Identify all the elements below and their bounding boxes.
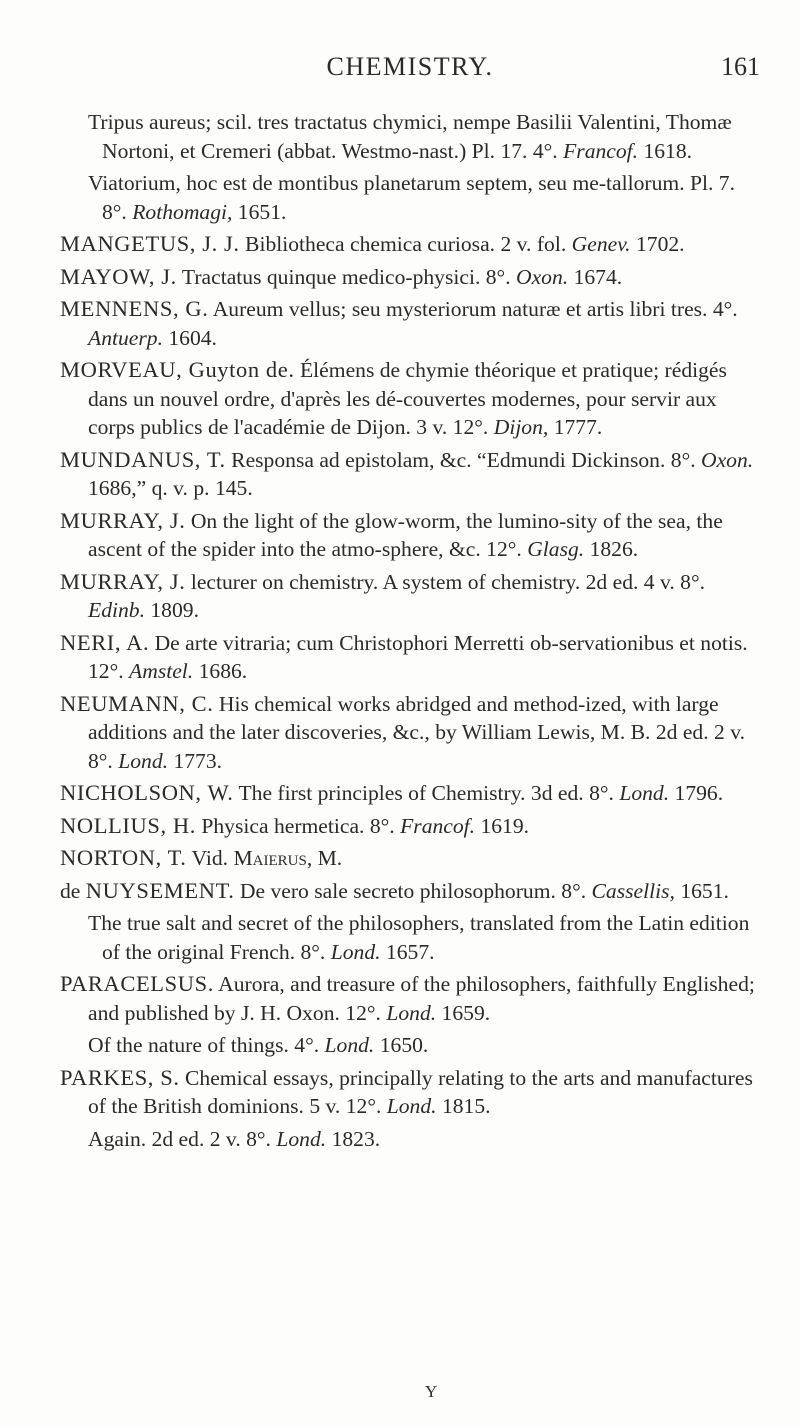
page-number: 161: [721, 52, 760, 81]
entry-text: Again. 2d ed. 2 v. 8°.: [88, 1126, 277, 1151]
entry-text: 1773.: [168, 748, 223, 773]
entry-text: Chemical essays, principally relating to the arts and manufactures of the British dominions. 5 v. 12°.: [88, 1065, 753, 1118]
imprint-place: Antuerp.: [88, 325, 163, 350]
author-name: MUNDANUS, T.: [60, 446, 226, 472]
imprint-place: Lond.: [276, 1126, 327, 1151]
entry-text: Physica hermetica. 8°.: [195, 813, 401, 838]
entry-text: 1702.: [630, 232, 685, 256]
imprint-place: Oxon.: [701, 447, 754, 472]
entry-text: Responsa ad epistolam, &c. “Edmundi Dickinson. 8°.: [225, 447, 701, 472]
imprint-place: Lond.: [330, 939, 381, 964]
entry-text: 1619.: [475, 813, 530, 838]
imprint-place: Edinb.: [88, 598, 145, 622]
entry-text: 1823.: [326, 1126, 381, 1151]
entry-text: Of the nature of things. 4°.: [88, 1033, 325, 1057]
bibliography-entry-neri: [60, 629, 760, 686]
entry-text: Tractatus quinque medico-physici. 8°.: [176, 264, 516, 289]
entry-text: 1809.: [144, 598, 199, 622]
author-name: MANGETUS, J. J.: [60, 231, 240, 256]
entry-text: Tripus aureus; scil. tres tractatus chymici, nempe Basilii Valentini, Thomæ Nortoni, et Cremeri (abbat. Westmo-nast.) Pl. 17. 4°.: [88, 110, 732, 163]
entry-text: Aureum vellus; seu mysteriorum naturæ et artis libri tres. 4°.: [208, 297, 738, 321]
cross-reference-name: Maierus: [233, 846, 307, 870]
entry-text: de: [60, 878, 86, 903]
bibliography-list: [60, 108, 760, 1157]
bibliography-entry-paracelsus: [60, 970, 760, 1027]
author-name: MAYOW, J.: [60, 263, 177, 289]
entry-text: Aurora, and treasure of the philosophers, faithfully Englished; and published by J. H. Oxon. 12°.: [88, 972, 755, 1025]
author-name: NERI, A.: [60, 629, 150, 655]
imprint-place: Rothomagi,: [132, 199, 233, 224]
bibliography-entry-mangetus: [60, 230, 760, 259]
author-name: NORTON, T.: [60, 845, 187, 870]
imprint-place: Lond.: [118, 748, 169, 773]
author-name: PARACELSUS.: [60, 971, 214, 996]
entry-text: 1650.: [374, 1033, 429, 1057]
entry-text: 1674.: [568, 264, 623, 289]
entry-text: 1815.: [436, 1094, 491, 1118]
author-name: PARKES, S.: [60, 1064, 180, 1090]
bibliography-entry-mennens: [60, 295, 760, 352]
entry-text: 1686.: [193, 659, 248, 683]
imprint-place: Lond.: [324, 1033, 375, 1057]
entry-text: , M.: [306, 846, 343, 870]
bibliography-entry-murray2: [60, 568, 760, 625]
imprint-place: Lond.: [619, 781, 670, 805]
entry-text: 1618.: [638, 138, 693, 163]
imprint-place: Amstel.: [129, 659, 194, 683]
entry-text: 1826.: [584, 537, 639, 561]
imprint-place: Genev.: [571, 232, 631, 256]
entry-text: lecturer on chemistry. A system of chemistry. 2d ed. 4 v. 8°.: [185, 569, 706, 594]
bibliography-entry-nollius: [60, 812, 760, 841]
imprint-place: Dijon,: [493, 415, 549, 439]
page-title: CHEMISTRY.: [326, 52, 494, 81]
entry-text: Vid.: [186, 846, 234, 870]
running-header: [60, 52, 760, 92]
author-name: MURRAY, J.: [60, 507, 186, 533]
entry-text: His chemical works abridged and method-ized, with large additions and the later discoveries, &c., by William Lewis, M. B. 2d ed. 2 v. 8°.: [88, 691, 746, 773]
bibliography-entry-neumann: [60, 690, 760, 776]
entry-text: 1657.: [380, 939, 435, 964]
bibliography-entry-parkes-again: [74, 1125, 760, 1154]
imprint-place: Cassellis,: [591, 878, 675, 903]
bibliography-entry-mayow: [60, 263, 760, 292]
entry-text: Élémens de chymie théorique et pratique; rédigés dans un nouvel ordre, d'après les dé-couvertes modernes, pour servir aux corps publics de l'académie de Dijon. 3 v. 12°.: [88, 358, 727, 439]
imprint-place: Oxon.: [516, 264, 569, 289]
author-name: NOLLIUS, H.: [60, 812, 196, 838]
author-name: MENNENS, G.: [60, 296, 209, 321]
entry-text: 1659.: [436, 1000, 491, 1025]
entry-text: The first principles of Chemistry. 3d ed. 8°.: [233, 781, 620, 805]
entry-text: 1796.: [669, 781, 724, 805]
author-name: NEUMANN, C.: [60, 690, 214, 716]
entry-text: De arte vitraria; cum Christophori Merretti ob-servationibus et notis. 12°.: [88, 630, 748, 683]
imprint-place: Glasg.: [527, 537, 585, 561]
signature-mark: Y: [425, 1382, 438, 1401]
entry-text: Bibliotheca chemica curiosa. 2 v. fol.: [239, 232, 572, 256]
bibliography-entry-parkes: [60, 1064, 760, 1121]
bibliography-entry-mundanus: [60, 446, 760, 503]
author-name: MURRAY, J.: [60, 568, 186, 594]
entry-text: 1651.: [232, 199, 287, 224]
imprint-place: Lond.: [386, 1094, 437, 1118]
author-name: NICHOLSON, W.: [60, 780, 234, 805]
bibliography-entry-norton: [60, 844, 760, 873]
entry-text: 1777.: [548, 415, 603, 439]
bibliography-entry-morveau: [60, 356, 760, 442]
entry-text: 1686,” q. v. p. 145.: [88, 476, 253, 500]
imprint-place: Francof.: [563, 138, 639, 163]
bibliography-entry-nuysement: [60, 877, 760, 906]
imprint-place: Lond.: [386, 1000, 437, 1025]
bibliography-entry-tripus: [74, 108, 760, 165]
entry-text: Viatorium, hoc est de montibus planetarum septem, seu me-tallorum. Pl. 7. 8°.: [88, 171, 735, 224]
author-name: MORVEAU, Guyton de.: [60, 357, 295, 382]
entry-text: De vero sale secreto philosophorum. 8°.: [234, 878, 592, 903]
bibliography-entry-nicholson: [60, 779, 760, 808]
imprint-place: Francof.: [400, 813, 476, 838]
entry-text: On the light of the glow-worm, the lumino-sity of the sea, the ascent of the spider into the atmo-sphere, &c. 12°.: [88, 508, 723, 561]
bibliography-entry-murray1: [60, 507, 760, 564]
entry-text: 1651.: [674, 878, 729, 903]
bibliography-entry-paracelsus-nature: [74, 1031, 760, 1060]
entry-text: The true salt and secret of the philosophers, translated from the Latin edition of the original French. 8°.: [88, 911, 750, 964]
entry-text: 1604.: [162, 325, 217, 350]
bibliography-entry-viatorium: [74, 169, 760, 226]
author-name: NUYSEMENT.: [85, 877, 235, 903]
bibliography-entry-nuysement-en: [74, 909, 760, 966]
